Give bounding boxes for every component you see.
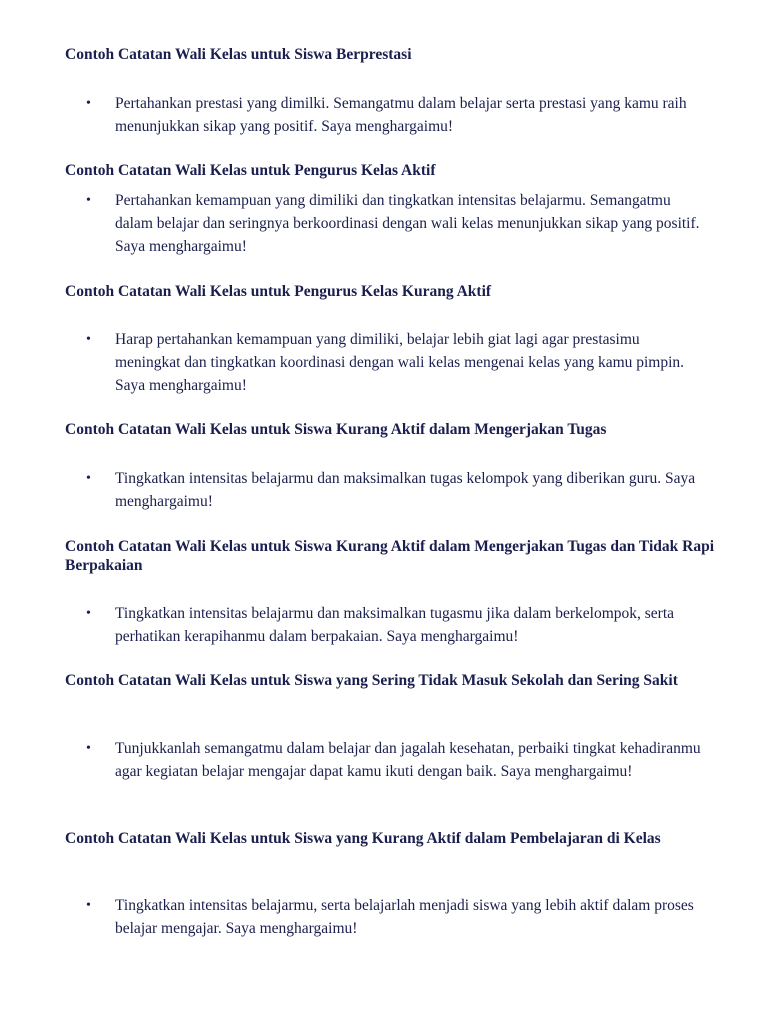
bullet-icon: • bbox=[86, 471, 91, 486]
note-text: Harap pertahankan kemampuan yang dimiliki, belajar lebih giat lagi agar prestasimu meningkat dan tingkatkan koordinasi dengan wali kelas mengenai kelas yang kamu pimpin. Saya menghargaimu! bbox=[115, 331, 685, 394]
bullet-icon: • bbox=[86, 332, 91, 347]
list-item bbox=[86, 467, 706, 513]
list-item bbox=[86, 894, 706, 940]
note-text: Tunjukkanlah semangatmu dalam belajar dan jagalah kesehatan, perbaiki tingkat kehadiranmu agar kegiatan belajar mengajar dapat kamu ikuti dengan baik. Saya menghargaimu! bbox=[115, 740, 701, 780]
list-item bbox=[86, 328, 706, 397]
section-heading: Contoh Catatan Wali Kelas untuk Siswa yang Sering Tidak Masuk Sekolah dan Sering Sakit bbox=[65, 672, 678, 689]
bullet-icon: • bbox=[86, 96, 91, 111]
section-heading: Contoh Catatan Wali Kelas untuk Pengurus Kelas Kurang Aktif bbox=[65, 283, 492, 300]
note-text: Pertahankan kemampuan yang dimiliki dan tingkatkan intensitas belajarmu. Semangatmu dalam belajar dan seringnya berkoordinasi dengan wali kelas menunjukkan sikap yang positif. Saya menghargaimu! bbox=[115, 192, 700, 255]
list-item bbox=[86, 92, 706, 138]
section-heading: Contoh Catatan Wali Kelas untuk Siswa Kurang Aktif dalam Mengerjakan Tugas bbox=[65, 421, 607, 438]
list-item bbox=[86, 602, 706, 648]
list-item bbox=[86, 737, 706, 806]
note-text: Tingkatkan intensitas belajarmu dan maksimalkan tugas kelompok yang diberikan guru. Saya menghargaimu! bbox=[115, 470, 696, 510]
section-heading: Contoh Catatan Wali Kelas untuk Siswa yang Kurang Aktif dalam Pembelajaran di Kelas bbox=[65, 830, 661, 847]
section-heading: Contoh Catatan Wali Kelas untuk Siswa Kurang Aktif dalam Mengerjakan Tugas dan Tidak Rapi Berpakaian bbox=[65, 538, 715, 574]
list-item bbox=[86, 189, 706, 258]
bullet-icon: • bbox=[86, 193, 91, 208]
bullet-icon: • bbox=[86, 606, 91, 621]
note-text: Tingkatkan intensitas belajarmu dan maksimalkan tugasmu jika dalam berkelompok, serta perhatikan kerapihanmu dalam berpakaian. Saya menghargaimu! bbox=[115, 605, 675, 645]
bullet-icon: • bbox=[86, 898, 91, 913]
note-text: Pertahankan prestasi yang dimilki. Semangatmu dalam belajar serta prestasi yang kamu raih menunjukkan sikap yang positif. Saya menghargaimu! bbox=[115, 95, 687, 135]
section-heading: Contoh Catatan Wali Kelas untuk Pengurus Kelas Aktif bbox=[65, 162, 436, 179]
section-heading: Contoh Catatan Wali Kelas untuk Siswa Berprestasi bbox=[65, 46, 412, 63]
note-text: Tingkatkan intensitas belajarmu, serta belajarlah menjadi siswa yang lebih aktif dalam proses belajar mengajar. Saya menghargaimu! bbox=[115, 897, 694, 937]
bullet-icon: • bbox=[86, 741, 91, 756]
